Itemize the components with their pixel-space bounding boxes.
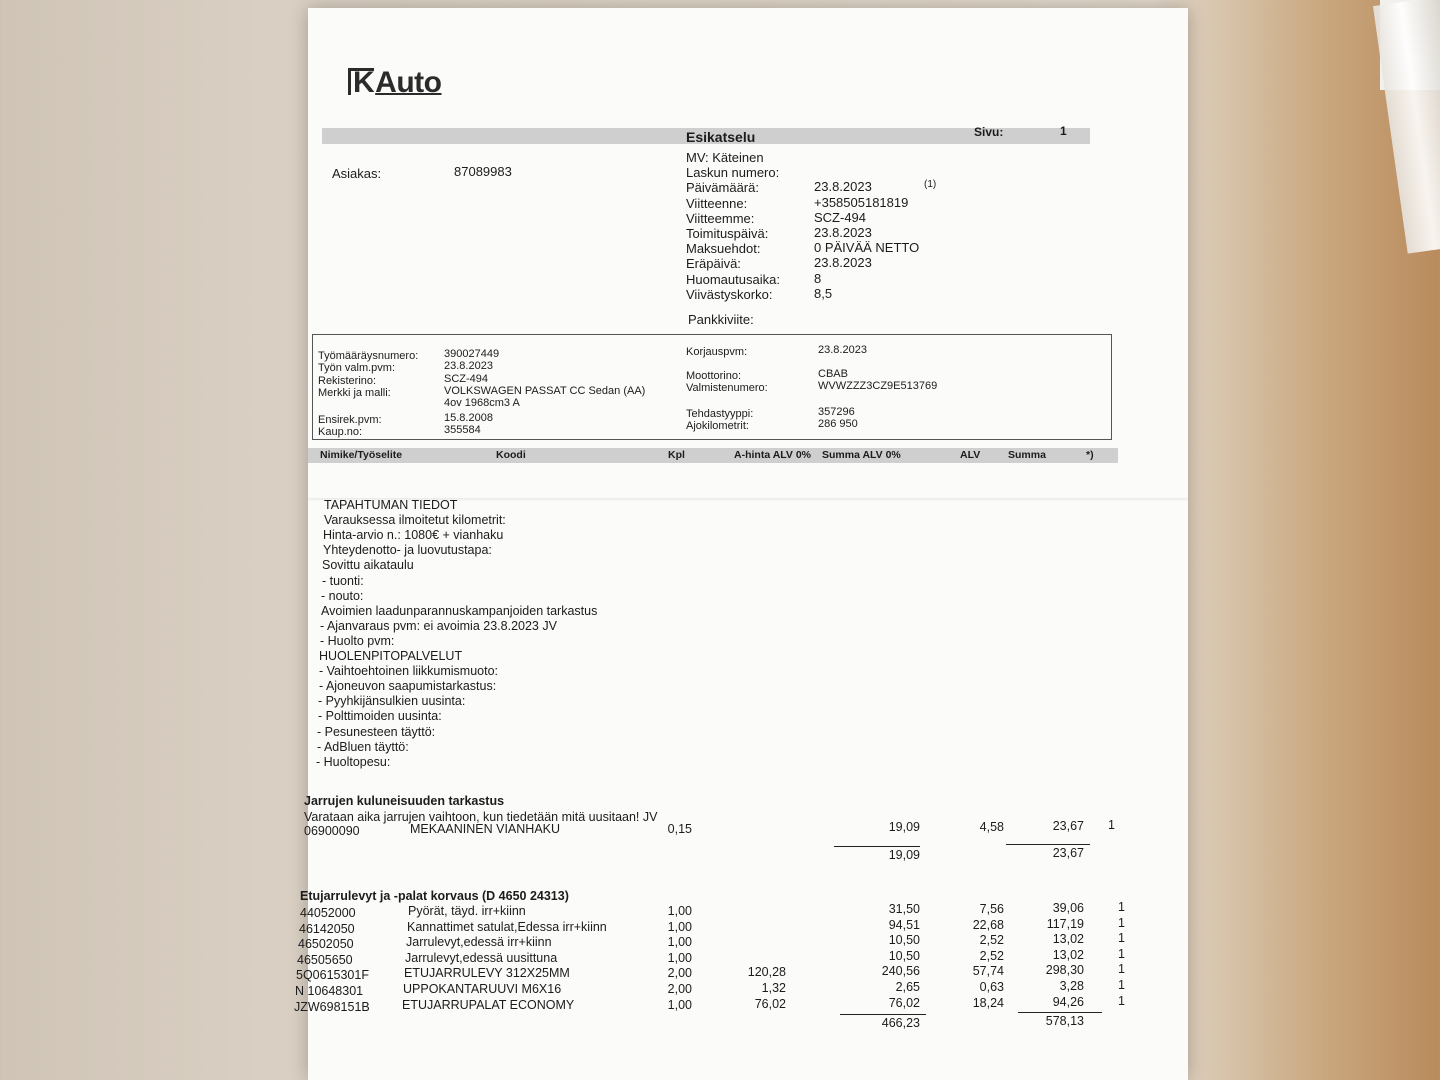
section-description: Varataan aika jarrujen vaihtoon, kun tiedetään mitä uusitaan! JV	[304, 810, 658, 824]
col-nimike: Nimike/Työselite	[320, 449, 403, 461]
line-name: ETUJARRUPALAT ECONOMY	[402, 997, 575, 1012]
col-ahinta: A-hinta ALV 0%	[734, 449, 812, 461]
line-mark: 1	[1118, 900, 1125, 914]
invoice-info-value: 8	[814, 270, 822, 286]
section-title: Jarrujen kuluneisuuden tarkastus	[304, 794, 505, 808]
line-sum-alv0: 10,50	[888, 933, 920, 948]
line-kpl: 1,00	[667, 919, 692, 934]
invoice-info-value: 23.8.2023	[814, 255, 872, 271]
line-sum: 39,06	[1052, 901, 1084, 915]
line-alv: 4,58	[979, 820, 1004, 834]
invoice-info-label: MV: Käteinen	[686, 150, 764, 165]
col-alv: ALV	[960, 449, 981, 461]
work-order-value: VOLKSWAGEN PASSAT CC Sedan (AA)	[444, 385, 646, 397]
document-title: Esikatselu	[686, 129, 756, 145]
line-kpl: 2,00	[667, 966, 692, 981]
customer-number: 87089983	[454, 164, 512, 179]
line-unit-price: 120,28	[747, 965, 786, 980]
line-sum: 23,67	[1052, 819, 1084, 833]
line-sum-alv0: 2,65	[895, 980, 920, 994]
background-pen	[1373, 0, 1440, 254]
line-sum-alv0: 31,50	[888, 902, 920, 916]
line-sum: 3,28	[1059, 979, 1084, 993]
work-order-value: 357296	[818, 406, 855, 418]
note-line: Yhteydenotto- ja luovutustapa:	[323, 543, 492, 558]
note-line: Sovittu aikataulu	[322, 558, 414, 573]
line-code: 5Q0615301F	[296, 968, 369, 983]
page-label: Sivu:	[974, 125, 1004, 139]
bank-reference-label: Pankkiviite:	[688, 312, 754, 327]
work-order-label: Ajokilometrit:	[686, 420, 749, 432]
line-kpl: 2,00	[667, 982, 692, 996]
work-order-value: 390027449	[444, 348, 500, 360]
line-sum: 13,02	[1052, 932, 1084, 947]
invoice-info-label: Maksuehdot:	[686, 241, 761, 257]
line-alv: 18,24	[972, 995, 1004, 1010]
invoice-info-label: Huomautusaika:	[686, 271, 780, 287]
line-kpl: 1,00	[667, 935, 692, 950]
line-alv: 7,56	[979, 902, 1004, 916]
note-line: Varauksessa ilmoitetut kilometrit:	[324, 513, 506, 528]
note-line: - nouto:	[321, 588, 364, 603]
line-mark: 1	[1118, 978, 1125, 992]
work-order-label: Tehdastyyppi:	[686, 408, 754, 420]
line-name: Jarrulevyt,edessä irr+kiinn	[406, 935, 552, 950]
invoice-info-label: Viitteemme:	[686, 210, 755, 226]
invoice-info-note: (1)	[924, 179, 937, 191]
line-kpl: 1,00	[667, 904, 692, 918]
line-code: 44052000	[300, 906, 356, 920]
line-name: UPPOKANTARUUVI M6X16	[403, 982, 562, 996]
section-subtotal-alv0: 466,23	[881, 1015, 920, 1030]
line-sum: 94,26	[1052, 994, 1084, 1009]
invoice-info-value: 23.8.2023	[814, 225, 872, 240]
work-order-label: Moottorino:	[686, 370, 742, 382]
work-order-value: WVWZZZ3CZ9E513769	[818, 380, 938, 392]
line-code: 06900090	[304, 824, 360, 838]
note-line: Avoimien laadunparannuskampanjoiden tarkastus	[321, 603, 598, 618]
work-order-label: Työmääräysnumero:	[318, 350, 419, 362]
line-sum: 117,19	[1046, 916, 1084, 931]
work-order-label: Korjauspvm:	[686, 346, 748, 358]
col-kpl: Kpl	[668, 449, 685, 461]
line-alv: 22,68	[972, 917, 1004, 932]
line-unit-price: 1,32	[761, 981, 786, 995]
work-order-label: Merkki ja malli:	[318, 387, 391, 399]
subtotal-rule	[834, 846, 920, 847]
subtotal-rule	[840, 1014, 926, 1015]
line-alv: 2,52	[979, 948, 1004, 963]
note-line: - Huolto pvm:	[320, 633, 395, 648]
line-mark: 1	[1118, 915, 1125, 930]
line-sum-alv0: 19,09	[888, 820, 920, 834]
total-rule	[1006, 844, 1090, 845]
line-code: JZW698151B	[294, 999, 370, 1014]
invoice-info-label: Viivästyskorko:	[686, 286, 773, 302]
line-sum-alv0: 240,56	[881, 964, 920, 979]
line-mark: 1	[1118, 946, 1125, 961]
work-order-value: 355584	[444, 424, 481, 436]
invoice-info-label: Eräpäivä:	[686, 256, 741, 272]
col-summa: Summa	[1008, 449, 1046, 461]
invoice-info-label: Viitteenne:	[686, 195, 748, 211]
note-line: - Vaihtoehtoinen liikkumismuoto:	[319, 664, 499, 679]
line-kpl: 1,00	[667, 997, 692, 1012]
note-line: - Polttimoiden uusinta:	[318, 709, 442, 724]
line-code: 46505650	[297, 952, 353, 967]
section-total: 578,13	[1045, 1013, 1084, 1028]
work-order-value: SCZ-494	[444, 373, 489, 385]
col-summa-alv0: Summa ALV 0%	[822, 449, 901, 461]
line-mark: 1	[1118, 931, 1125, 946]
note-line: Hinta-arvio n.: 1080€ + vianhaku	[323, 528, 504, 543]
work-order-label: Kaup.no:	[318, 426, 363, 438]
work-order-label: Valmistenumero:	[686, 382, 768, 394]
note-line: TAPAHTUMAN TIEDOT	[324, 498, 458, 512]
work-order-label: Rekisterino:	[318, 375, 377, 387]
note-line: - AdBluen täyttö:	[317, 739, 409, 754]
note-line: - Ajoneuvon saapumistarkastus:	[319, 679, 497, 694]
section-total: 23,67	[1052, 846, 1084, 860]
line-alv: 2,52	[979, 933, 1004, 948]
line-sum-alv0: 10,50	[888, 948, 920, 963]
col-koodi: Koodi	[496, 449, 526, 461]
line-kpl: 1,00	[667, 950, 692, 965]
work-order-value: 23.8.2023	[444, 360, 493, 372]
invoice-info-value: 0 PÄIVÄÄ NETTO	[814, 240, 920, 256]
line-mark: 1	[1108, 818, 1115, 832]
line-name: Pyörät, täyd. irr+kiinn	[408, 904, 526, 918]
logo-k-mark: K	[348, 68, 374, 95]
line-name: Kannattimet satulat,Edessa irr+kiinn	[407, 919, 607, 934]
invoice-info-value: 8,5	[814, 285, 833, 301]
line-code: 46142050	[299, 921, 355, 936]
line-alv: 57,74	[972, 964, 1004, 979]
column-header-bar	[308, 448, 1118, 463]
line-name: MEKAANINEN VIANHAKU	[410, 822, 561, 836]
line-code: 46502050	[298, 937, 354, 952]
line-sum-alv0: 76,02	[888, 995, 920, 1010]
line-sum-alv0: 94,51	[888, 917, 920, 932]
page-number: 1	[1060, 124, 1067, 138]
line-code: N 10648301	[295, 984, 364, 998]
invoice-info-value: 23.8.2023	[814, 179, 872, 195]
line-kpl: 0,15	[667, 822, 692, 836]
logo-text: Auto	[375, 66, 442, 99]
work-order-label: Ensirek.pvm:	[318, 414, 382, 426]
work-order-value: 15.8.2008	[444, 412, 493, 424]
line-sum: 298,30	[1045, 963, 1084, 978]
invoice-info-label: Toimituspäivä:	[686, 226, 769, 241]
line-name: Jarrulevyt,edessä uusittuna	[405, 950, 558, 965]
section-subtotal-alv0: 19,09	[888, 848, 920, 862]
work-order-label: Työn valm.pvm:	[318, 362, 396, 374]
invoice-info-label: Laskun numero:	[686, 165, 780, 181]
note-line: - Ajanvaraus pvm: ei avoimia 23.8.2023 JV	[320, 618, 557, 633]
line-unit-price: 76,02	[754, 996, 786, 1011]
work-order-value: 286 950	[818, 418, 858, 430]
work-order-value: 4ov 1968cm3 A	[444, 397, 520, 409]
line-alv: 0,63	[979, 980, 1004, 994]
note-line: - Pesunesteen täyttö:	[317, 724, 436, 739]
work-order-value: CBAB	[818, 368, 848, 380]
invoice-page	[294, 8, 1188, 1080]
note-line: HUOLENPITOPALVELUT	[319, 649, 463, 663]
col-mark: *)	[1086, 449, 1094, 461]
kauto-logo	[348, 66, 441, 100]
work-order-value: 23.8.2023	[818, 344, 867, 356]
line-mark: 1	[1118, 993, 1125, 1008]
note-line: - tuonti:	[322, 573, 364, 588]
line-mark: 1	[1118, 962, 1125, 977]
note-line: - Pyyhkijänsulkien uusinta:	[318, 694, 466, 709]
line-name: ETUJARRULEVY 312X25MM	[404, 966, 570, 981]
invoice-info-value: +358505181819	[814, 194, 909, 210]
line-sum: 13,02	[1052, 947, 1084, 962]
section-title: Etujarrulevyt ja -palat korvaus (D 4650 24313)	[300, 889, 569, 903]
note-line: - Huoltopesu:	[316, 754, 391, 769]
invoice-info-label: Päivämäärä:	[686, 180, 759, 196]
customer-label: Asiakas:	[332, 166, 382, 181]
total-rule	[1018, 1012, 1102, 1013]
invoice-info-value: SCZ-494	[814, 209, 867, 225]
